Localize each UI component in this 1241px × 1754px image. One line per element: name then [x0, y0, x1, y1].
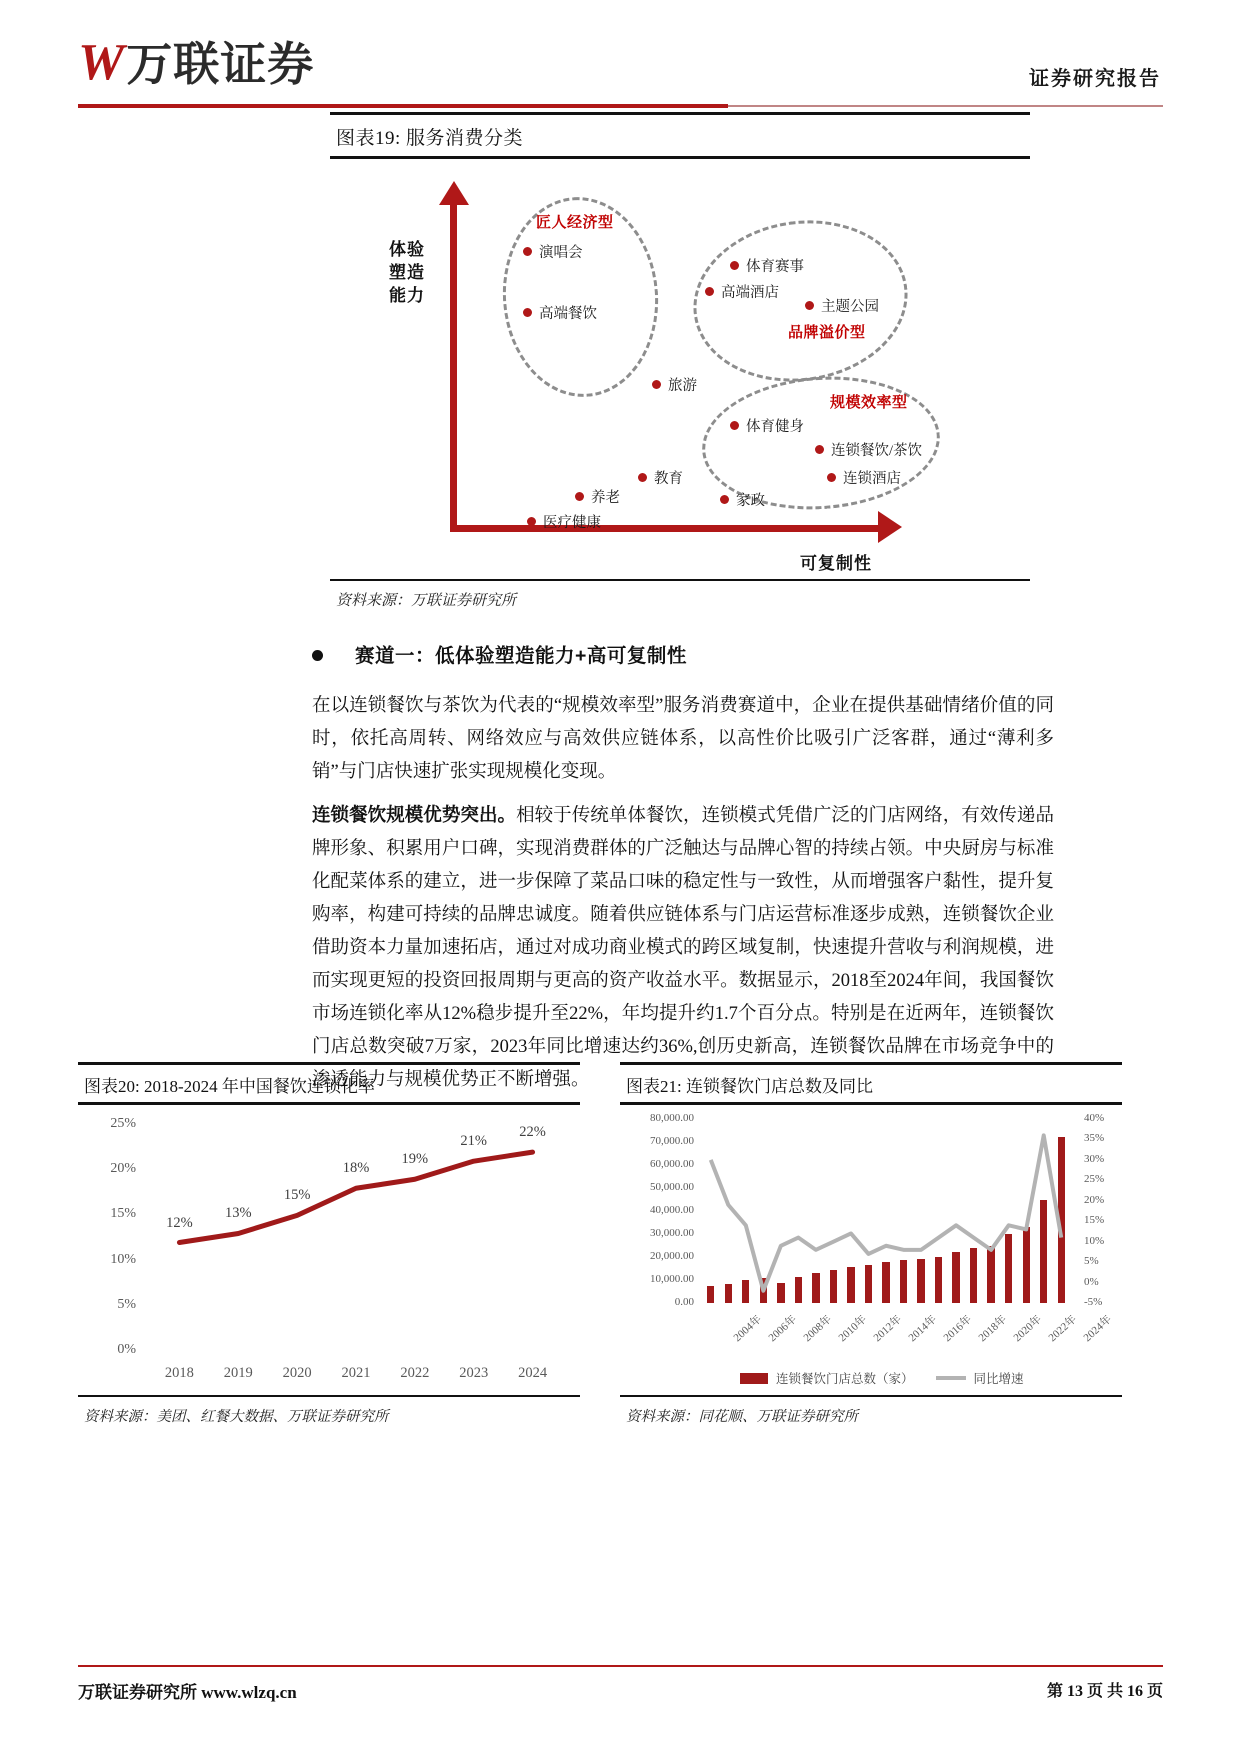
point-marker-icon — [575, 492, 584, 501]
point-marker-icon — [523, 247, 532, 256]
exhibit-21-y-tick-right: 5% — [1084, 1255, 1099, 1268]
point-education: 教育 — [638, 467, 683, 488]
exhibit-20-chart — [78, 1105, 580, 1395]
point-elderly-care: 养老 — [575, 486, 620, 507]
point-theme-park: 主题公园 — [805, 295, 879, 316]
page-header — [0, 0, 1241, 108]
exhibit-21-x-tick: 2008年 — [801, 1313, 834, 1345]
exhibit-21-x-tick: 2024年 — [1081, 1313, 1115, 1345]
point-marker-icon — [638, 473, 647, 482]
exhibit-21-bar — [707, 1286, 714, 1303]
exhibit-21 — [620, 1062, 1122, 1430]
point-marker-icon — [720, 495, 729, 504]
exhibit-21-y-tick-right: 20% — [1084, 1193, 1105, 1206]
exhibit-20-source: 资料来源：美团、红餐大数据、万联证券研究所 — [84, 1409, 389, 1425]
exhibit-21-y-tick-right: 25% — [1084, 1173, 1105, 1186]
exhibit-20-y-tick: 15% — [110, 1206, 136, 1222]
logo-mark-icon: W — [78, 34, 123, 91]
legend-swatch-bar-icon — [740, 1373, 768, 1384]
bottom-exhibits — [78, 1062, 1163, 1430]
exhibit-21-caption: 图表21: 连锁餐饮门店总数及同比 — [626, 1077, 873, 1096]
exhibit-21-y-tick-right: 15% — [1084, 1214, 1105, 1227]
exhibit-20-y-tick: 10% — [110, 1251, 136, 1267]
point-marker-icon — [730, 261, 739, 270]
point-marker-icon — [527, 517, 536, 526]
exhibit-21-y-tick-right: -5% — [1084, 1296, 1103, 1308]
exhibit-21-bar — [970, 1248, 977, 1303]
paragraph-2-lead: 连锁餐饮规模优势突出。 — [312, 806, 517, 826]
exhibit-21-y-tick-right: 0% — [1084, 1275, 1099, 1288]
exhibit-21-y-tick-left: 40,000.00 — [650, 1204, 694, 1216]
exhibit-21-bar — [1005, 1234, 1012, 1303]
point-marker-icon — [705, 287, 714, 296]
point-medical-health: 医疗健康 — [527, 511, 601, 532]
exhibit-20-data-label: 18% — [342, 1160, 370, 1177]
body-paragraph-2 — [312, 800, 1054, 1097]
exhibit-21-x-tick: 2012年 — [871, 1313, 904, 1345]
logo-wordmark: 万联证券 — [126, 38, 315, 91]
section-bullet-heading — [312, 640, 1052, 668]
point-sports-event: 体育赛事 — [730, 255, 804, 276]
point-fine-dining: 高端餐饮 — [523, 302, 597, 323]
x-axis-label: 可复制性 — [800, 554, 872, 573]
point-tourism: 旅游 — [652, 374, 697, 395]
point-marker-icon — [652, 380, 661, 389]
exhibit-21-y-tick-left: 30,000.00 — [650, 1227, 694, 1239]
point-marker-icon — [815, 445, 824, 454]
exhibit-21-bar — [742, 1280, 749, 1303]
exhibit-21-y-tick-right: 30% — [1084, 1152, 1105, 1165]
y-axis-label-line-1: 体验 — [389, 240, 425, 259]
exhibit-20-x-tick: 2024 — [518, 1365, 548, 1381]
exhibit-21-x-tick: 2006年 — [766, 1313, 799, 1345]
brand-logo — [78, 34, 315, 91]
exhibit-21-bar — [935, 1257, 942, 1303]
exhibit-20-data-label: 21% — [460, 1133, 487, 1150]
x-axis-arrow-icon — [878, 511, 902, 543]
exhibit-20-data-label: 13% — [224, 1205, 252, 1222]
point-marker-icon — [730, 421, 739, 430]
exhibit-20-y-tick: 25% — [110, 1116, 136, 1131]
exhibit-21-bar — [777, 1283, 784, 1303]
footer-page-number: 第 13 页 共 16 页 — [1046, 1683, 1163, 1700]
point-marker-icon — [523, 308, 532, 317]
exhibit-21-y-tick-left: 50,000.00 — [650, 1181, 694, 1193]
x-axis-line — [450, 525, 885, 532]
exhibit-21-bar — [795, 1277, 802, 1303]
legend-swatch-line-icon — [936, 1376, 966, 1380]
paragraph-2-body: 相较于传统单体餐饮，连锁模式凭借广泛的门店网络，有效传递品牌形象、积累用户口碑，实现消费群体的广泛触达与品牌心智的持续占领。中央厨房与标准化配菜体系的建立，进一步保障了菜品口味的稳定性与一致性，从而增强客户黏性，提升复购率，构建可持续的品牌忠诚度。随着供应链体系与门店运营标准逐步成熟，连锁餐饮企业借助资本力量加速拓店，通过对成功商业模式的跨区域复制，快速提升营收与利润规模，进而实现更短的投资回报周期与更高的资产收益水平。数据显示，2018至2024年间，我国餐饮市场连锁化率从12%稳步提升至22%，年均提升约1.7个百分点。特别是在近两年，连锁餐饮门店总数突破7万家，2023年同比增速达约36%,创历史新高，连锁餐饮品牌在市场竞争中的渗透能力与规模优势正不断增强。 — [312, 806, 1054, 1090]
exhibit-20 — [78, 1062, 580, 1430]
exhibit-21-y-tick-left: 60,000.00 — [650, 1158, 694, 1170]
point-sports-fitness: 体育健身 — [730, 415, 804, 436]
exhibit-21-bar — [865, 1265, 872, 1303]
exhibit-19-caption: 图表19: 服务消费分类 — [336, 128, 524, 149]
exhibit-21-bar — [987, 1246, 994, 1304]
report-type-label: 证券研究报告 — [1029, 68, 1161, 90]
point-marker-icon — [827, 473, 836, 482]
exhibit-20-data-label: 12% — [166, 1214, 193, 1231]
header-divider-primary — [78, 104, 728, 108]
exhibit-20-x-tick: 2022 — [400, 1365, 430, 1381]
exhibit-20-y-tick: 0% — [117, 1342, 136, 1357]
exhibit-20-x-tick: 2018 — [164, 1365, 194, 1381]
y-axis-label-line-2: 塑造 — [389, 262, 425, 282]
header-divider-secondary — [728, 105, 1163, 107]
exhibit-21-y-tick-left: 80,000.00 — [650, 1112, 694, 1124]
exhibit-20-data-label: 19% — [401, 1151, 429, 1168]
exhibit-21-bar — [812, 1273, 819, 1303]
exhibit-19-source: 资料来源：万联证券研究所 — [336, 593, 517, 609]
exhibit-21-x-tick: 2014年 — [906, 1313, 940, 1345]
exhibit-21-y-tick-right: 40% — [1084, 1112, 1105, 1124]
exhibit-21-x-tick: 2010年 — [836, 1313, 869, 1345]
exhibit-19-diagram — [330, 159, 1030, 579]
exhibit-21-y-tick-left: 10,000.00 — [650, 1273, 694, 1285]
y-axis-line — [450, 201, 457, 531]
exhibit-20-x-tick: 2019 — [223, 1365, 253, 1381]
exhibit-21-bar — [952, 1252, 959, 1303]
exhibit-20-data-label: 22% — [519, 1124, 546, 1141]
exhibit-21-bar — [830, 1270, 837, 1303]
exhibit-21-x-tick: 2016年 — [941, 1313, 975, 1345]
point-housekeeping: 家政 — [720, 489, 765, 510]
exhibit-21-y-tick-left: 20,000.00 — [650, 1250, 694, 1262]
exhibit-21-bar — [917, 1259, 924, 1303]
point-concert: 演唱会 — [523, 241, 583, 262]
exhibit-21-bar — [1023, 1227, 1030, 1303]
exhibit-21-x-tick: 2004年 — [731, 1313, 764, 1345]
exhibit-21-source: 资料来源：同花顺、万联证券研究所 — [626, 1409, 858, 1425]
exhibit-21-bar — [725, 1284, 732, 1303]
point-chain-restaurant-tea: 连锁餐饮/茶饮 — [815, 439, 922, 460]
exhibit-21-x-tick: 2022年 — [1046, 1313, 1080, 1345]
point-chain-hotel: 连锁酒店 — [827, 467, 901, 488]
exhibit-21-bar — [847, 1267, 854, 1303]
point-marker-icon — [805, 301, 814, 310]
exhibit-20-data-label: 15% — [283, 1187, 311, 1204]
body-paragraph-1: 在以连锁餐饮与茶饮为代表的“规模效率型”服务消费赛道中，企业在提供基础情绪价值的同时，依托高周转、网络效应与高效供应链体系，以高性价比吸引广泛客群，通过“薄利多销”与门店快速扩张实现规模化变现。 — [312, 696, 1054, 782]
exhibit-20-x-tick: 2020 — [282, 1365, 312, 1381]
exhibit-21-legend — [740, 1369, 1024, 1387]
exhibit-19 — [330, 112, 1030, 614]
exhibit-20-x-tick: 2023 — [459, 1365, 489, 1381]
exhibit-20-y-tick: 20% — [110, 1161, 136, 1177]
exhibit-21-bar — [882, 1262, 889, 1303]
exhibit-21-chart — [620, 1105, 1122, 1395]
point-luxury-hotel: 高端酒店 — [705, 281, 779, 302]
cluster-label-scale-efficiency: 规模效率型 — [830, 394, 908, 411]
exhibit-20-caption: 图表20: 2018-2024 年中国餐饮连锁化率 — [84, 1077, 375, 1096]
y-axis-label — [378, 239, 436, 308]
exhibit-20-x-tick: 2021 — [341, 1365, 371, 1381]
footer-left-text: 万联证券研究所 www.wlzq.cn — [78, 1683, 297, 1702]
exhibit-20-line-series — [78, 1105, 580, 1395]
exhibit-21-y-tick-right: 35% — [1084, 1132, 1105, 1145]
exhibit-21-y-tick-right: 10% — [1084, 1234, 1105, 1247]
exhibit-21-y-tick-left: 0.00 — [674, 1296, 694, 1308]
cluster-label-artisan: 匠人经济型 — [536, 214, 614, 231]
exhibit-21-x-tick: 2020年 — [1011, 1313, 1045, 1345]
cluster-label-brand-premium: 品牌溢价型 — [788, 324, 866, 341]
exhibit-21-bar — [900, 1260, 907, 1303]
legend-label-yoy: 同比增速 — [973, 1372, 1024, 1386]
exhibit-21-y-tick-left: 70,000.00 — [650, 1135, 694, 1147]
legend-label-stores: 连锁餐饮门店总数（家） — [776, 1372, 914, 1386]
exhibit-21-bar — [760, 1278, 767, 1303]
bullet-dot-icon — [312, 650, 323, 661]
y-axis-label-line-3: 能力 — [389, 285, 425, 305]
exhibit-21-x-tick: 2018年 — [976, 1313, 1010, 1345]
footer-divider — [78, 1665, 1163, 1667]
exhibit-21-bar — [1058, 1137, 1065, 1303]
exhibit-20-y-tick: 5% — [117, 1296, 136, 1312]
section-heading-text: 赛道一：低体验塑造能力+高可复制性 — [355, 645, 687, 667]
exhibit-21-bar — [1040, 1200, 1047, 1304]
